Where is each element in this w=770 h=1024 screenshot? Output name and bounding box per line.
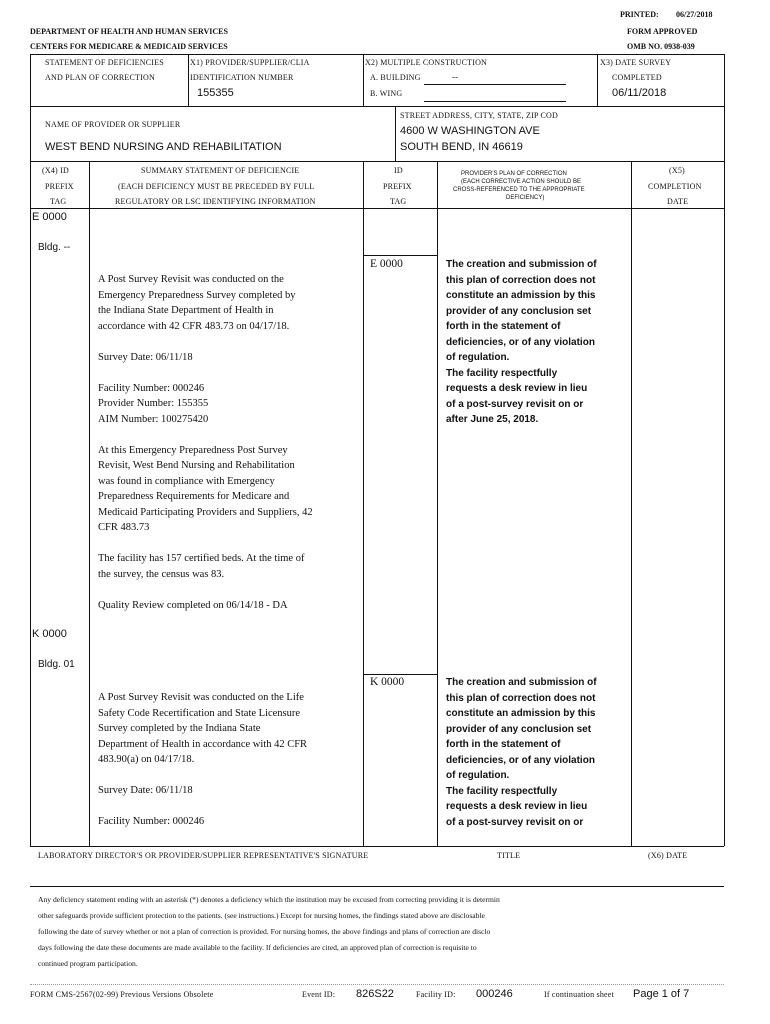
disclaimer-line: following the date of survey whether or not a plan of correction is provided. For nursing homes, the above findings and plans of correction are disclo [38,927,491,936]
k-tag: K 0000 [32,628,67,640]
summary-line: Department of Health in accordance with 42 CFR [98,738,308,750]
summary-line [98,334,358,350]
plan-line: provider of any conclusion set [446,723,592,735]
k-bldg: Bldg. 01 [38,659,75,670]
x1-label-2: IDENTIFICATION NUMBER [190,73,294,82]
col-plan-2: (EACH CORRECTIVE ACTION SHOULD BE [461,179,582,185]
survey-completed-date: 06/11/2018 [612,87,667,99]
x2-label: X2) MULTIPLE CONSTRUCTION [365,58,488,67]
summary-line: Safety Code Recertification and State Licensure [98,707,301,719]
col-id: ID [394,166,403,175]
summary-line: the survey, the census was 83. [98,568,225,580]
provider-name-label: NAME OF PROVIDER OR SUPPLIER [45,120,181,129]
plan-line: forth in the statement of [446,739,561,750]
plan-line: requests a desk review in lieu [446,801,588,812]
e-bldg: Bldg. -- [38,242,71,253]
plan-line: this plan of correction does not [446,274,596,286]
plan-line: of regulation. [446,770,510,781]
address-line-2: SOUTH BEND, IN 46619 [400,141,523,153]
plan-line: after June 25, 2018. [446,414,539,425]
col-summary-3: REGULATORY OR LSC IDENTIFYING INFORMATION [115,197,316,206]
col-completion: COMPLETION [648,182,702,191]
plan-line: this plan of correction does not [446,692,596,704]
summary-line: CFR 483.73 [98,522,150,533]
summary-line: 483.90(a) on 04/17/18. [98,754,195,765]
building-value: -- [452,72,458,82]
col-plan-3: CROSS-REFERENCED TO THE APPROPRIATE [453,187,585,193]
event-id-value: 826S22 [356,988,394,1000]
event-id-label: Event ID: [302,990,336,999]
summary-line: At this Emergency Preparedness Post Survey [98,444,288,456]
disclaimer-line: other safeguards provide sufficient protection to the patients. (see instructions.) Except for nursing homes, the findings stated above are disclosable [38,911,485,920]
summary-line: Emergency Preparedness Survey completed by [98,289,296,301]
plan-line: requests a desk review in lieu [446,383,588,394]
statement-label-2: AND PLAN OF CORRECTION [45,73,155,82]
x3-label-2: COMPLETED [612,73,662,82]
col-prefix-2: PREFIX [383,182,412,191]
page-number: Page 1 of 7 [633,988,690,1000]
centers-title: CENTERS FOR MEDICARE & MEDICAID SERVICES [30,42,228,51]
facility-id-label: Facility ID: [416,990,456,999]
printed-label: PRINTED: [620,10,659,19]
form-approved: FORM APPROVED [627,27,698,36]
summary-line: Survey Date: 06/11/18 [98,351,193,363]
facility-id-value: 000246 [476,988,513,1000]
summary-line [98,799,358,815]
plan-line: The facility respectfully [446,785,558,797]
plan-line: The creation and submission of [446,259,597,270]
col-x4-id: (X4) ID [42,166,69,175]
summary-line: A Post Survey Revisit was conducted on the [98,274,284,285]
plan-line: constitute an admission by this [446,290,596,301]
x6-date-label: (X6) DATE [648,851,688,860]
x3-label: X3) DATE SURVEY [600,58,672,67]
k-summary-text [98,690,358,830]
col-tag: TAG [50,197,67,206]
summary-line: Provider Number: 155355 [98,398,209,409]
plan-line: of a post-survey revisit on or [446,398,584,410]
title-label: TITLE [497,851,521,860]
summary-line: Medicaid Participating Providers and Suppliers, 42 [98,506,313,518]
plan-line: deficiencies, or of any violation [446,754,595,766]
address-label: STREET ADDRESS, CITY, STATE, ZIP COD [400,111,558,120]
statement-label-1: STATEMENT OF DEFICIENCIES [45,58,164,67]
building-label: A. BUILDING [370,73,421,82]
summary-line: accordance with 42 CFR 483.73 on 04/17/18. [98,320,290,332]
omb-number: OMB NO. 0938-039 [627,42,695,51]
plan-line: forth in the statement of [446,321,561,332]
col-prefix: PREFIX [45,182,74,191]
summary-line [98,582,358,598]
signature-label: LABORATORY DIRECTOR'S OR PROVIDER/SUPPLIER REPRESENTATIVE'S SIGNATURE [38,851,369,860]
summary-line: A Post Survey Revisit was conducted on the Life [98,692,304,703]
form-number: FORM CMS-2567(02-99) Previous Versions Obsolete [30,990,214,999]
summary-line: The facility has 157 certified beds. At the time of [98,553,305,564]
e-tag: E 0000 [32,211,67,223]
summary-line [98,768,358,784]
summary-line [98,365,358,381]
plan-line: of a post-survey revisit on or [446,816,584,828]
plan-line: of regulation. [446,352,510,363]
col-summary-1: SUMMARY STATEMENT OF DEFICIENCIE [141,166,300,175]
printed-date: 06/27/2018 [676,10,713,19]
col-summary-2: (EACH DEFICIENCY MUST BE PRECEDED BY FULL [118,182,315,191]
disclaimer-line: Any deficiency statement ending with an asterisk (*) denotes a deficiency which the institution may be excused from correcting providing it is determin [38,895,500,904]
summary-line: was found in compliance with Emergency [98,475,275,487]
provider-name: WEST BEND NURSING AND REHABILITATION [45,141,282,153]
department-title: DEPARTMENT OF HEALTH AND HUMAN SERVICES [30,27,228,36]
wing-label: B. WING [370,89,403,98]
col-tag-2: TAG [390,197,407,206]
e-summary-text [98,272,358,613]
summary-line: Survey Date: 06/11/18 [98,785,193,796]
col-plan-1: PROVIDER'S PLAN OF CORRECTION [461,171,567,177]
e-plan-text [446,257,626,428]
address-line-1: 4600 W WASHINGTON AVE [400,125,540,137]
summary-line: Survey completed by the Indiana State [98,723,261,734]
plan-line: The facility respectfully [446,367,558,379]
k-plan-text [446,675,626,830]
continuation-label: If continuation sheet [544,990,614,999]
disclaimer-line: days following the date these documents are made available to the facility. If deficiencies are cited, an approved plan of correction is requisite to [38,943,477,952]
summary-line: Facility Number: 000246 [98,382,205,394]
plan-line: The creation and submission of [446,677,597,688]
plan-line: constitute an admission by this [446,708,596,719]
k-id-tag: K 0000 [370,676,405,688]
summary-line: Revisit, West Bend Nursing and Rehabilitation [98,460,295,471]
summary-line: Quality Review completed on 06/14/18 - DA [98,599,288,611]
plan-line: deficiencies, or of any violation [446,336,595,348]
provider-id: 155355 [197,87,234,99]
summary-line [98,536,358,552]
summary-line: AIM Number: 100275420 [98,413,209,425]
summary-line: the Indiana State Department of Health in [98,305,274,316]
col-x5: (X5) [669,166,685,175]
x1-label: X1) PROVIDER/SUPPLIER/CLIA [190,58,310,67]
summary-line [98,427,358,443]
summary-line: Facility Number: 000246 [98,816,205,827]
disclaimer-line: continued program participation. [38,959,138,968]
summary-line: Preparedness Requirements for Medicare and [98,491,290,502]
col-plan-4: DEFICIENCY) [506,195,545,201]
plan-line: provider of any conclusion set [446,305,592,317]
disclaimer-text [38,892,718,972]
e-id-tag: E 0000 [370,258,403,270]
col-date: DATE [667,197,689,206]
